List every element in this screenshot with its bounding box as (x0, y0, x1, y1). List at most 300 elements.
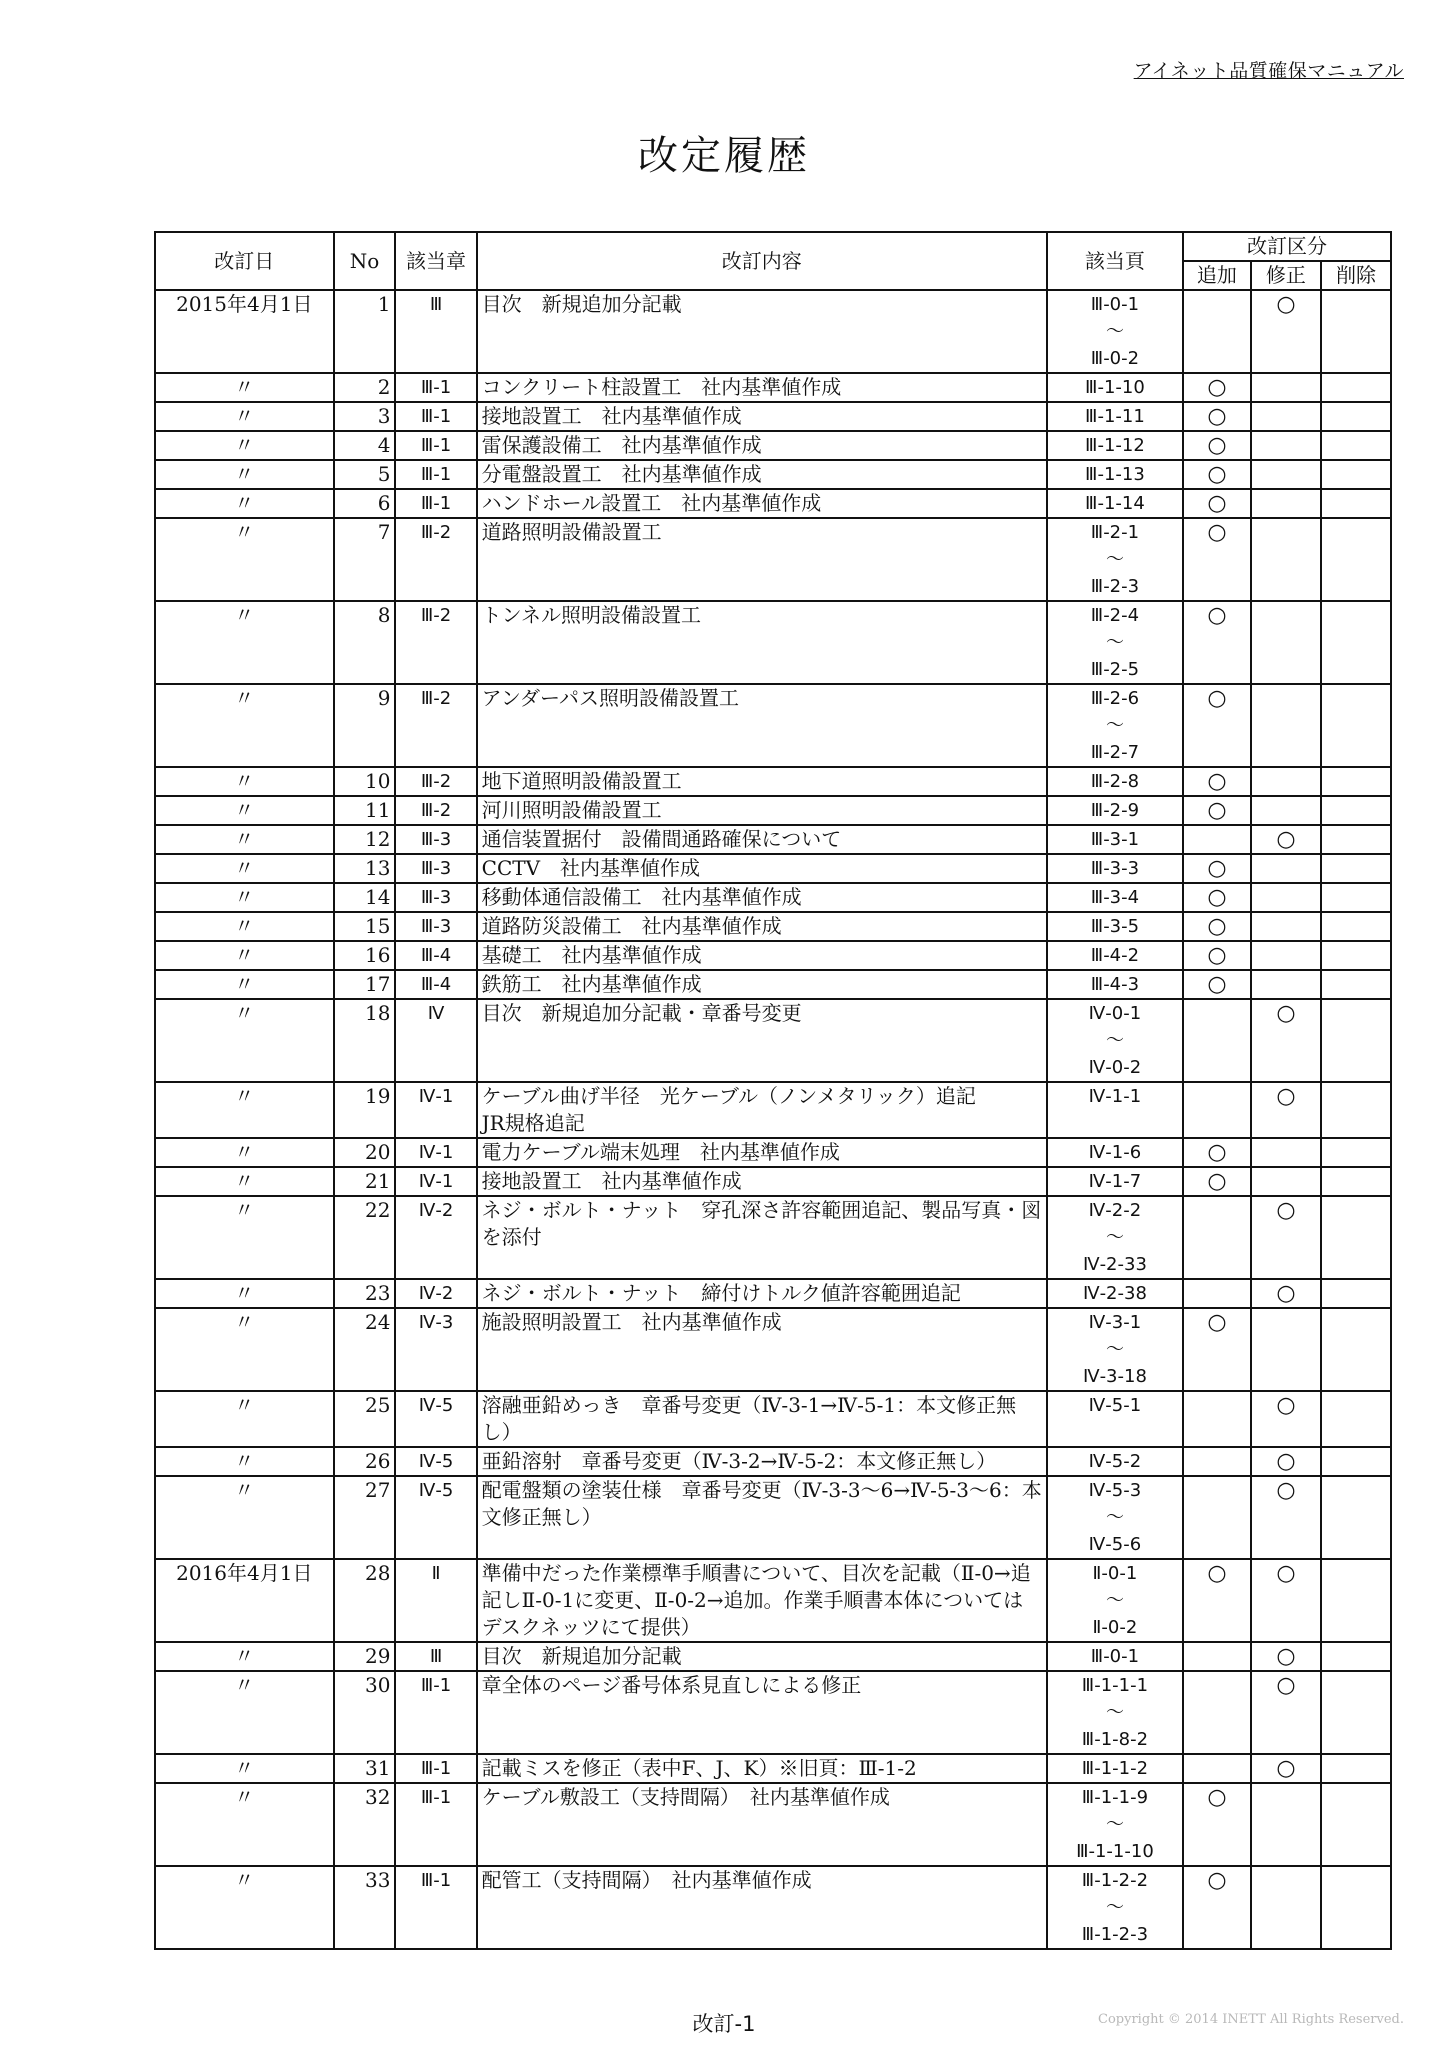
revision-pages (1047, 518, 1183, 601)
revision-date: 〃 (155, 883, 334, 912)
revision-content-text: 準備中だった作業標準手順書について、目次を記載（Ⅱ-0→追記しⅡ-0-1に変更、Ⅱ-0-2→追加。作業手順書本体についてはデスクネッツにて提供） (481, 1561, 1031, 1639)
mark-modify (1251, 489, 1321, 518)
mark-modify (1251, 941, 1321, 970)
revision-content-text: 目次 新規追加分記載 (481, 1644, 682, 1668)
mark-add: ○ (1183, 1308, 1251, 1391)
table-row (155, 883, 1391, 912)
mark-add (1183, 1754, 1251, 1783)
table-row (155, 854, 1391, 883)
revision-pages (1047, 883, 1183, 912)
mark-modify (1251, 684, 1321, 767)
table-row (155, 912, 1391, 941)
revision-no: 8 (334, 601, 396, 684)
mark-delete (1321, 1671, 1391, 1754)
revision-content-text: ネジ・ボルト・ナット 締付けトルク値許容範囲追記 (481, 1281, 961, 1305)
revision-no: 22 (334, 1196, 396, 1279)
revision-page-line: Ⅲ-1-13 (1085, 464, 1145, 485)
revision-pages (1047, 460, 1183, 489)
mark-modify: ○ (1251, 999, 1321, 1082)
revision-pages (1047, 1167, 1183, 1196)
revision-content-text: ネジ・ボルト・ナット 穿孔深さ許容範囲追記、製品写真・図を添付 (481, 1198, 1042, 1249)
header-page: 該当頁 (1047, 232, 1183, 290)
revision-no: 10 (334, 767, 396, 796)
revision-content-text: 移動体通信設備工 社内基準値作成 (481, 885, 802, 909)
header-modify: 修正 (1251, 261, 1321, 290)
revision-page-line: Ⅱ-0-2 (1092, 1617, 1138, 1638)
mark-delete (1321, 402, 1391, 431)
revision-no: 19 (334, 1082, 396, 1138)
revision-content (477, 1642, 1047, 1671)
revision-date: 〃 (155, 460, 334, 489)
table-row (155, 970, 1391, 999)
revision-content (477, 1167, 1047, 1196)
table-row (155, 489, 1391, 518)
revision-page-line: Ⅲ-2-9 (1090, 800, 1140, 821)
table-row (155, 1196, 1391, 1279)
revision-pages (1047, 1783, 1183, 1866)
revision-date: 〃 (155, 1447, 334, 1476)
revision-content-text: 河川照明設備設置工 (481, 798, 662, 822)
revision-chapter: Ⅲ-2 (395, 796, 476, 825)
revision-content-text: 章全体のページ番号体系見直しによる修正 (481, 1673, 862, 1697)
table-row (155, 796, 1391, 825)
mark-delete (1321, 1279, 1391, 1308)
mark-modify: ○ (1251, 1279, 1321, 1308)
revision-date: 〃 (155, 941, 334, 970)
revision-date: 〃 (155, 1391, 334, 1447)
revision-no: 7 (334, 518, 396, 601)
revision-page-line: Ⅲ-1-1-9 (1081, 1787, 1149, 1808)
revision-content (477, 1783, 1047, 1866)
revision-page-line: Ⅲ-3-5 (1090, 916, 1140, 937)
revision-page-line: Ⅳ-2-2 (1088, 1200, 1142, 1221)
revision-no: 20 (334, 1138, 396, 1167)
revision-content (477, 1476, 1047, 1559)
revision-date: 〃 (155, 1642, 334, 1671)
page-title: 改定履歴 (638, 133, 810, 179)
revision-page-line: ～ (1105, 1339, 1124, 1360)
revision-content-text: アンダーパス照明設備設置工 (481, 686, 740, 710)
revision-content-text: 道路防災設備工 社内基準値作成 (481, 914, 782, 938)
mark-modify (1251, 402, 1321, 431)
table-row (155, 1447, 1391, 1476)
revision-page-line: Ⅳ-0-2 (1088, 1057, 1142, 1078)
revision-page-line: Ⅲ-2-3 (1090, 576, 1140, 597)
revision-history-table (154, 231, 1392, 1950)
revision-page-line: Ⅲ-0-1 (1090, 294, 1140, 315)
table-row (155, 1754, 1391, 1783)
revision-date: 〃 (155, 1196, 334, 1279)
revision-date: 〃 (155, 431, 334, 460)
revision-chapter: Ⅲ-1 (395, 431, 476, 460)
revision-page-line: Ⅲ-1-2-2 (1081, 1870, 1149, 1891)
revision-chapter: Ⅳ-2 (395, 1196, 476, 1279)
revision-page-line: Ⅱ-0-1 (1092, 1563, 1138, 1584)
mark-delete (1321, 999, 1391, 1082)
revision-chapter: Ⅲ-3 (395, 854, 476, 883)
table-row (155, 684, 1391, 767)
revision-chapter: Ⅲ (395, 290, 476, 373)
revision-no: 30 (334, 1671, 396, 1754)
revision-no: 33 (334, 1866, 396, 1949)
revision-content (477, 1308, 1047, 1391)
mark-delete (1321, 601, 1391, 684)
mark-add: ○ (1183, 460, 1251, 489)
revision-chapter: Ⅲ-4 (395, 970, 476, 999)
revision-page-line: Ⅲ-1-2-3 (1081, 1924, 1149, 1945)
revision-page-line: Ⅲ-1-8-2 (1081, 1729, 1149, 1750)
mark-delete (1321, 1082, 1391, 1138)
revision-no: 2 (334, 373, 396, 402)
revision-no: 12 (334, 825, 396, 854)
table-row (155, 825, 1391, 854)
revision-page-line: Ⅲ-1-1-2 (1081, 1758, 1149, 1779)
mark-modify: ○ (1251, 1671, 1321, 1754)
table-row (155, 1671, 1391, 1754)
revision-page-line: Ⅳ-5-2 (1088, 1451, 1142, 1472)
table-row (155, 1642, 1391, 1671)
mark-delete (1321, 489, 1391, 518)
revision-page-line: Ⅲ-3-4 (1090, 887, 1140, 908)
revision-content-text: 配管工（支持間隔） 社内基準値作成 (481, 1868, 812, 1892)
revision-date: 〃 (155, 1082, 334, 1138)
revision-no: 9 (334, 684, 396, 767)
table-row (155, 941, 1391, 970)
revision-content-text: トンネル照明設備設置工 (481, 603, 702, 627)
revision-content (477, 1754, 1047, 1783)
mark-add (1183, 1391, 1251, 1447)
revision-page-line: Ⅳ-3-1 (1088, 1312, 1142, 1333)
revision-pages (1047, 970, 1183, 999)
revision-pages (1047, 684, 1183, 767)
revision-content (477, 1138, 1047, 1167)
mark-modify: ○ (1251, 1447, 1321, 1476)
table-row (155, 1476, 1391, 1559)
revision-pages (1047, 1866, 1183, 1949)
revision-content-text: CCTV 社内基準値作成 (481, 856, 701, 880)
mark-delete (1321, 1559, 1391, 1642)
header-delete: 削除 (1321, 261, 1391, 290)
revision-content-text: 施設照明設置工 社内基準値作成 (481, 1310, 782, 1334)
revision-no: 32 (334, 1783, 396, 1866)
revision-page-line: Ⅲ-0-2 (1090, 348, 1140, 369)
revision-pages (1047, 1082, 1183, 1138)
mark-modify (1251, 460, 1321, 489)
revision-no: 4 (334, 431, 396, 460)
mark-add (1183, 1476, 1251, 1559)
revision-no: 26 (334, 1447, 396, 1476)
mark-add (1183, 1196, 1251, 1279)
revision-content-text: 目次 新規追加分記載・章番号変更 (481, 1001, 802, 1025)
revision-content-text: 接地設置工 社内基準値作成 (481, 404, 742, 428)
revision-content (477, 941, 1047, 970)
revision-chapter: Ⅲ-3 (395, 883, 476, 912)
revision-pages (1047, 431, 1183, 460)
revision-content-text: 地下道照明設備設置工 (481, 769, 682, 793)
header-chapter: 該当章 (395, 232, 476, 290)
revision-content (477, 431, 1047, 460)
mark-delete (1321, 1783, 1391, 1866)
revision-page-line: Ⅳ-3-18 (1082, 1366, 1147, 1387)
table-row (155, 1082, 1391, 1138)
table-row (155, 1783, 1391, 1866)
revision-content-text: 道路照明設備設置工 (481, 520, 662, 544)
revision-content (477, 912, 1047, 941)
revision-no: 17 (334, 970, 396, 999)
mark-modify (1251, 1866, 1321, 1949)
mark-add: ○ (1183, 1559, 1251, 1642)
mark-delete (1321, 1167, 1391, 1196)
revision-page-line: Ⅲ-2-4 (1090, 605, 1140, 626)
revision-no: 6 (334, 489, 396, 518)
revision-content (477, 373, 1047, 402)
revision-content (477, 796, 1047, 825)
table-row (155, 999, 1391, 1082)
revision-page-line: Ⅲ-2-7 (1090, 742, 1140, 763)
revision-page-line: Ⅲ-1-14 (1085, 493, 1145, 514)
mark-delete (1321, 825, 1391, 854)
revision-no: 23 (334, 1279, 396, 1308)
revision-chapter: Ⅳ-1 (395, 1167, 476, 1196)
revision-page-line: Ⅳ-5-1 (1088, 1395, 1142, 1416)
revision-pages (1047, 1196, 1183, 1279)
page-number: 改訂-1 (692, 2012, 756, 2036)
revision-content (477, 1391, 1047, 1447)
mark-add: ○ (1183, 883, 1251, 912)
revision-content (477, 601, 1047, 684)
revision-date: 2015年4月1日 (155, 290, 334, 373)
revision-pages (1047, 999, 1183, 1082)
table-row (155, 373, 1391, 402)
revision-chapter: Ⅲ-2 (395, 767, 476, 796)
mark-modify: ○ (1251, 1082, 1321, 1138)
table-row (155, 1559, 1391, 1642)
revision-chapter: Ⅲ-1 (395, 1783, 476, 1866)
revision-date: 〃 (155, 825, 334, 854)
revision-page-line: Ⅲ-1-12 (1085, 435, 1145, 456)
revision-content (477, 825, 1047, 854)
table-row (155, 601, 1391, 684)
revision-date: 〃 (155, 767, 334, 796)
revision-chapter: Ⅲ-1 (395, 1866, 476, 1949)
mark-add (1183, 1279, 1251, 1308)
revision-no: 29 (334, 1642, 396, 1671)
revision-no: 16 (334, 941, 396, 970)
mark-delete (1321, 684, 1391, 767)
revision-pages (1047, 1642, 1183, 1671)
revision-content-text: ケーブル曲げ半径 光ケーブル（ノンメタリック）追記 (481, 1084, 976, 1108)
revision-date: 〃 (155, 1138, 334, 1167)
mark-add: ○ (1183, 489, 1251, 518)
mark-modify (1251, 883, 1321, 912)
table-row (155, 518, 1391, 601)
revision-content-text: 雷保護設備工 社内基準値作成 (481, 433, 762, 457)
revision-content-text: 溶融亜鉛めっき 章番号変更（Ⅳ-3-1→Ⅳ-5-1：本文修正無し） (481, 1393, 1017, 1444)
revision-pages (1047, 1308, 1183, 1391)
revision-content (477, 1196, 1047, 1279)
mark-modify: ○ (1251, 825, 1321, 854)
revision-pages (1047, 1138, 1183, 1167)
table-row (155, 1866, 1391, 1949)
revision-pages (1047, 1447, 1183, 1476)
mark-modify (1251, 518, 1321, 601)
mark-add: ○ (1183, 601, 1251, 684)
revision-chapter: Ⅲ-3 (395, 912, 476, 941)
revision-page-line: Ⅳ-1-7 (1088, 1171, 1142, 1192)
revision-content (477, 1279, 1047, 1308)
revision-no: 1 (334, 290, 396, 373)
revision-page-line: ～ (1105, 1814, 1124, 1835)
table-row (155, 1308, 1391, 1391)
mark-modify: ○ (1251, 290, 1321, 373)
mark-add: ○ (1183, 941, 1251, 970)
revision-no: 13 (334, 854, 396, 883)
revision-content (477, 970, 1047, 999)
revision-date: 〃 (155, 518, 334, 601)
revision-chapter: Ⅳ-1 (395, 1138, 476, 1167)
mark-delete (1321, 883, 1391, 912)
mark-add: ○ (1183, 402, 1251, 431)
mark-add (1183, 1642, 1251, 1671)
revision-page-line: Ⅲ-3-1 (1090, 829, 1140, 850)
revision-pages (1047, 854, 1183, 883)
revision-date: 〃 (155, 684, 334, 767)
header-add: 追加 (1183, 261, 1251, 290)
mark-delete (1321, 1476, 1391, 1559)
revision-chapter: Ⅲ-1 (395, 373, 476, 402)
mark-modify: ○ (1251, 1754, 1321, 1783)
mark-modify (1251, 1783, 1321, 1866)
revision-content-text: 通信装置据付 設備間通路確保について (481, 827, 842, 851)
header-date: 改訂日 (155, 232, 334, 290)
revision-content-text: 接地設置工 社内基準値作成 (481, 1169, 742, 1193)
revision-pages (1047, 1476, 1183, 1559)
revision-chapter: Ⅲ-2 (395, 684, 476, 767)
table-row (155, 290, 1391, 373)
revision-content (477, 489, 1047, 518)
mark-delete (1321, 1308, 1391, 1391)
revision-content (477, 767, 1047, 796)
revision-no: 15 (334, 912, 396, 941)
table-row (155, 1138, 1391, 1167)
header-content: 改訂内容 (477, 232, 1047, 290)
mark-modify (1251, 912, 1321, 941)
revision-page-line: Ⅲ-3-3 (1090, 858, 1140, 879)
mark-add: ○ (1183, 767, 1251, 796)
revision-page-line: Ⅲ-4-3 (1090, 974, 1140, 995)
revision-page-line: ～ (1105, 1030, 1124, 1051)
revision-no: 14 (334, 883, 396, 912)
mark-delete (1321, 1447, 1391, 1476)
mark-modify: ○ (1251, 1391, 1321, 1447)
mark-add (1183, 1671, 1251, 1754)
revision-page-line: ～ (1105, 1507, 1124, 1528)
revision-date: 〃 (155, 601, 334, 684)
revision-content (477, 999, 1047, 1082)
mark-modify (1251, 970, 1321, 999)
table-row (155, 460, 1391, 489)
table-row (155, 431, 1391, 460)
mark-delete (1321, 912, 1391, 941)
mark-modify (1251, 373, 1321, 402)
revision-content (477, 854, 1047, 883)
revision-page-line: Ⅳ-2-33 (1082, 1254, 1147, 1275)
revision-page-line: Ⅲ-2-6 (1090, 688, 1140, 709)
revision-date: 〃 (155, 402, 334, 431)
revision-chapter: Ⅲ-3 (395, 825, 476, 854)
revision-pages (1047, 1671, 1183, 1754)
mark-add: ○ (1183, 518, 1251, 601)
revision-pages (1047, 373, 1183, 402)
revision-chapter: Ⅲ-1 (395, 1754, 476, 1783)
revision-pages (1047, 1754, 1183, 1783)
mark-add: ○ (1183, 1866, 1251, 1949)
revision-content-text: 目次 新規追加分記載 (481, 292, 682, 316)
mark-add: ○ (1183, 1783, 1251, 1866)
revision-chapter: Ⅲ-2 (395, 518, 476, 601)
revision-content-text: JR規格追記 (481, 1111, 585, 1135)
mark-delete (1321, 1866, 1391, 1949)
revision-chapter: Ⅱ (395, 1559, 476, 1642)
revision-no: 3 (334, 402, 396, 431)
revision-content (477, 460, 1047, 489)
mark-modify: ○ (1251, 1476, 1321, 1559)
revision-content (477, 290, 1047, 373)
revision-chapter: Ⅲ-4 (395, 941, 476, 970)
table-row (155, 1279, 1391, 1308)
revision-content-text: 分電盤設置工 社内基準値作成 (481, 462, 762, 486)
revision-content (477, 684, 1047, 767)
mark-delete (1321, 290, 1391, 373)
header-category: 改訂区分 (1183, 232, 1391, 261)
mark-delete (1321, 1642, 1391, 1671)
mark-add (1183, 1082, 1251, 1138)
mark-modify (1251, 1308, 1321, 1391)
revision-date: 2016年4月1日 (155, 1559, 334, 1642)
header-no: No (334, 232, 396, 290)
revision-no: 21 (334, 1167, 396, 1196)
mark-modify (1251, 431, 1321, 460)
mark-delete (1321, 767, 1391, 796)
revision-pages (1047, 601, 1183, 684)
revision-content-text: 鉄筋工 社内基準値作成 (481, 972, 702, 996)
revision-page-line: Ⅲ-2-8 (1090, 771, 1140, 792)
revision-page-line: Ⅲ-0-1 (1090, 1646, 1140, 1667)
revision-date: 〃 (155, 912, 334, 941)
revision-no: 18 (334, 999, 396, 1082)
mark-add: ○ (1183, 373, 1251, 402)
revision-date: 〃 (155, 1754, 334, 1783)
revision-chapter: Ⅳ-3 (395, 1308, 476, 1391)
revision-date: 〃 (155, 373, 334, 402)
table-row (155, 1391, 1391, 1447)
revision-content-text: 記載ミスを修正（表中F、J、K）※旧頁：Ⅲ-1-2 (481, 1756, 917, 1780)
revision-page-line: Ⅳ-1-6 (1088, 1142, 1142, 1163)
mark-delete (1321, 970, 1391, 999)
mark-modify (1251, 1138, 1321, 1167)
mark-delete (1321, 796, 1391, 825)
revision-content-text: ハンドホール設置工 社内基準値作成 (481, 491, 822, 515)
revision-chapter: Ⅳ-5 (395, 1447, 476, 1476)
revision-date: 〃 (155, 1279, 334, 1308)
revision-content (477, 1082, 1047, 1138)
revision-no: 25 (334, 1391, 396, 1447)
revision-date: 〃 (155, 489, 334, 518)
revision-chapter: Ⅳ (395, 999, 476, 1082)
mark-add: ○ (1183, 1138, 1251, 1167)
table-row (155, 1167, 1391, 1196)
document-title: アイネット品質確保マニュアル (1133, 60, 1404, 82)
